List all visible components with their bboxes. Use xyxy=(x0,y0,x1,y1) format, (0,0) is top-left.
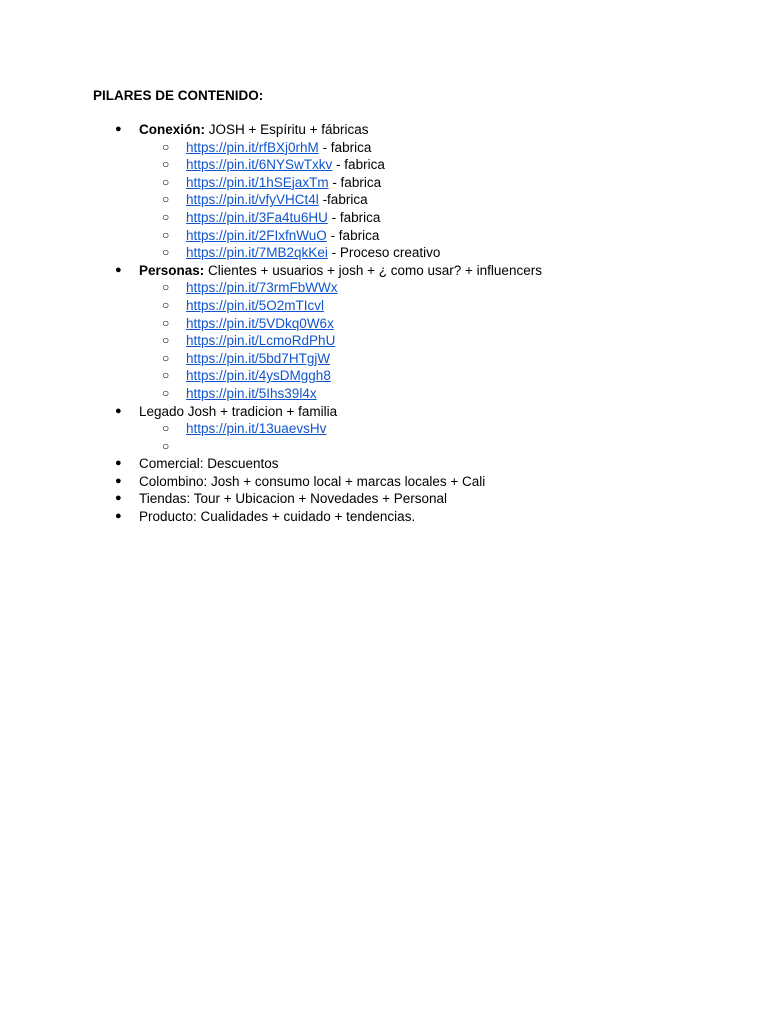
link-note: - fabrica xyxy=(332,157,385,173)
sub-bullet-icon: ○ xyxy=(162,192,170,207)
pin-link[interactable]: https://pin.it/2FIxfnWuO xyxy=(186,227,327,243)
sub-list-item xyxy=(0,385,768,403)
sub-list-item xyxy=(0,209,768,227)
list-item-comercial xyxy=(0,455,768,473)
pin-link[interactable]: https://pin.it/13uaevsHv xyxy=(186,421,327,437)
pin-link[interactable]: https://pin.it/1hSEjaxTm xyxy=(186,174,329,190)
pin-link[interactable]: https://pin.it/5bd7HTgjW xyxy=(186,350,331,366)
sub-list-item xyxy=(0,297,768,315)
sub-bullet-icon: ○ xyxy=(162,333,170,348)
bullet-icon: ● xyxy=(115,474,122,487)
pin-link[interactable]: https://pin.it/3Fa4tu6HU xyxy=(186,209,328,225)
sub-bullet-icon: ○ xyxy=(162,350,170,365)
sub-bullet-icon: ○ xyxy=(162,280,170,295)
list-item-text: Comercial: Descuentos xyxy=(139,456,279,472)
bullet-icon: ● xyxy=(115,404,122,417)
list-item-text: Tiendas: Tour + Ubicacion + Novedades + Personal xyxy=(139,491,448,507)
link-note: - fabrica xyxy=(328,174,382,190)
sub-bullet-icon: ○ xyxy=(162,368,170,383)
section-label: Conexión: xyxy=(139,122,205,137)
sub-list-item xyxy=(0,174,768,192)
list-item-text: Producto: Cualidades + cuidado + tendencias. xyxy=(139,509,416,525)
list-item-text: Colombino: Josh + consumo local + marcas locales + Cali xyxy=(139,473,486,489)
list-item-legado xyxy=(0,403,768,421)
pin-link[interactable]: https://pin.it/5Ihs39l4x xyxy=(186,385,317,401)
sub-bullet-icon: ○ xyxy=(162,245,170,260)
list-item-personas xyxy=(0,262,768,280)
list-item-tiendas xyxy=(0,490,768,508)
link-note: - Proceso creativo xyxy=(327,245,441,261)
list-item-colombino xyxy=(0,473,768,491)
sub-bullet-icon: ○ xyxy=(162,385,170,400)
pin-link[interactable]: https://pin.it/5O2mTIcvl xyxy=(186,297,325,313)
sub-bullet-icon: ○ xyxy=(162,315,170,330)
list-item-text xyxy=(139,121,369,139)
sub-bullet-icon: ○ xyxy=(162,209,170,224)
list-item-conexion xyxy=(0,121,768,139)
sub-list-item xyxy=(0,420,768,438)
bullet-icon: ● xyxy=(115,123,122,135)
link-note: - fabrica xyxy=(318,139,372,155)
list-item-text: Legado Josh + tradicion + familia xyxy=(139,403,338,419)
list-item-text xyxy=(139,262,542,280)
link-note: -fabrica xyxy=(318,192,368,208)
bullet-icon: ● xyxy=(115,457,122,470)
sub-list-item xyxy=(0,332,768,350)
sub-bullet-icon: ○ xyxy=(162,139,170,154)
list-item-producto xyxy=(0,508,768,526)
pin-link[interactable]: https://pin.it/73rmFbWWx xyxy=(186,280,338,296)
document-title: PILARES DE CONTENIDO: xyxy=(93,88,264,103)
section-text: Clientes + usuarios + josh + ¿ como usar? + influencers xyxy=(204,262,542,278)
sub-list-item xyxy=(0,279,768,297)
sub-list-item xyxy=(0,350,768,368)
sub-bullet-icon: ○ xyxy=(162,174,170,189)
sub-list-item xyxy=(0,244,768,262)
content-list xyxy=(0,121,768,526)
sub-list-item xyxy=(0,191,768,209)
section-label: Personas: xyxy=(139,262,205,278)
sub-bullet-icon: ○ xyxy=(162,421,170,436)
section-text: JOSH + Espíritu + fábricas xyxy=(205,122,369,137)
link-note: - fabrica xyxy=(327,209,381,225)
sub-bullet-icon: ○ xyxy=(162,227,170,242)
sub-list-item-empty xyxy=(0,438,768,456)
sub-bullet-icon: ○ xyxy=(162,297,170,312)
pin-link[interactable]: https://pin.it/vfyVHCt4l xyxy=(186,192,319,208)
bullet-icon: ● xyxy=(115,263,122,276)
pin-link[interactable]: https://pin.it/rfBXj0rhM xyxy=(186,139,319,155)
sub-list-item xyxy=(0,367,768,385)
pin-link[interactable]: https://pin.it/7MB2qkKei xyxy=(186,245,328,261)
sub-list-item xyxy=(0,139,768,157)
pin-link[interactable]: https://pin.it/4ysDMggh8 xyxy=(186,368,331,384)
link-note: - fabrica xyxy=(326,227,380,243)
sub-list-item xyxy=(0,156,768,174)
pin-link[interactable]: https://pin.it/LcmoRdPhU xyxy=(186,333,336,349)
pin-link[interactable]: https://pin.it/5VDkq0W6x xyxy=(186,315,334,331)
sub-bullet-icon: ○ xyxy=(162,157,170,172)
sub-list-item xyxy=(0,315,768,333)
sub-bullet-icon: ○ xyxy=(162,438,170,453)
pin-link[interactable]: https://pin.it/6NYSwTxkv xyxy=(186,157,333,173)
bullet-icon: ● xyxy=(115,510,122,523)
bullet-icon: ● xyxy=(115,492,122,505)
sub-list-item xyxy=(0,227,768,245)
